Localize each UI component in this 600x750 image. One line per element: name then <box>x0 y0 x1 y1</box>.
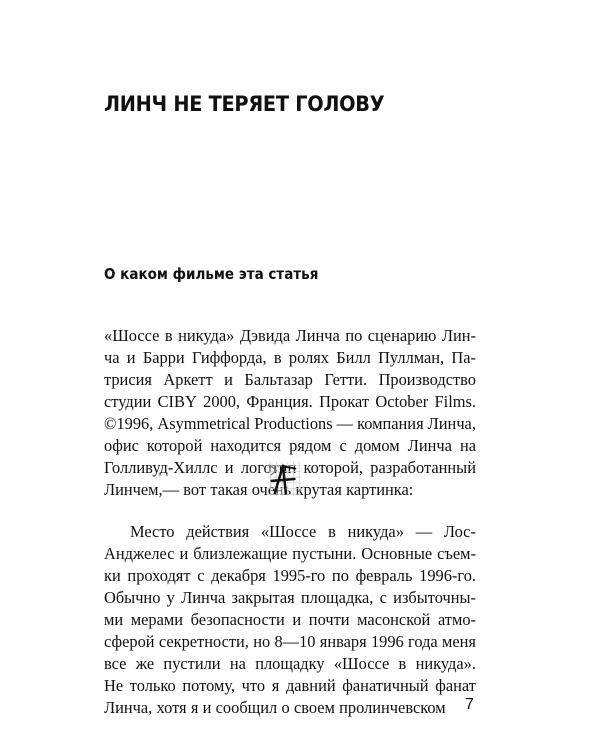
text-line: Анджелес и близлежащие пустыни. Основные съем- <box>104 544 476 563</box>
text-line: Линча, хотя я и сообщил о своем пролинчевском <box>104 698 446 717</box>
text-line: Линчем,— вот такая очень крутая картинка: <box>104 480 414 499</box>
text-line: «Шоссе в никуда» Дэвида Линча по сценарию Лин- <box>104 326 476 345</box>
text-line: Обычно у Линча закрытая площадка, с избыточны- <box>104 588 476 607</box>
chapter-title: ЛИНЧ НЕ ТЕРЯЕТ ГОЛОВУ <box>104 92 385 116</box>
text-line: ©1996, Asymmetrical Productions — компания Линча, <box>104 414 476 433</box>
text-line: офис которой находится рядом с домом Линча на <box>104 436 476 455</box>
text-line: Голливуд-Хиллс и логотип которой, разработанный <box>104 458 476 477</box>
text-line: сферой секретности, но 8—10 января 1996 года меня <box>104 632 476 651</box>
paragraph-filming-location <box>104 521 476 719</box>
text-line: ми мерами безопасности и почти масонской атмо- <box>104 610 476 629</box>
text-line: все же пустили на площадку «Шоссе в никуда». <box>104 654 476 673</box>
text-line: трисия Аркетт и Бальтазар Гетти. Производство <box>104 370 476 389</box>
page-number: 7 <box>465 696 474 713</box>
text-line: Место действия «Шоссе в никуда» — Лос- <box>130 522 476 541</box>
text-line: Не только потому, что я давний фанатичный фанат <box>104 676 476 695</box>
text-line: студии CIBY 2000, Франция. Прокат October Films. <box>104 392 476 411</box>
text-line: ки проходят с декабря 1995-го по февраль 1996-го. <box>104 566 476 585</box>
asymmetrical-productions-logo-icon <box>265 460 303 498</box>
section-title: О каком фильме эта статья <box>104 265 319 283</box>
text-line: ча и Барри Гиффорда, в ролях Билл Пуллман, Па- <box>104 348 476 367</box>
